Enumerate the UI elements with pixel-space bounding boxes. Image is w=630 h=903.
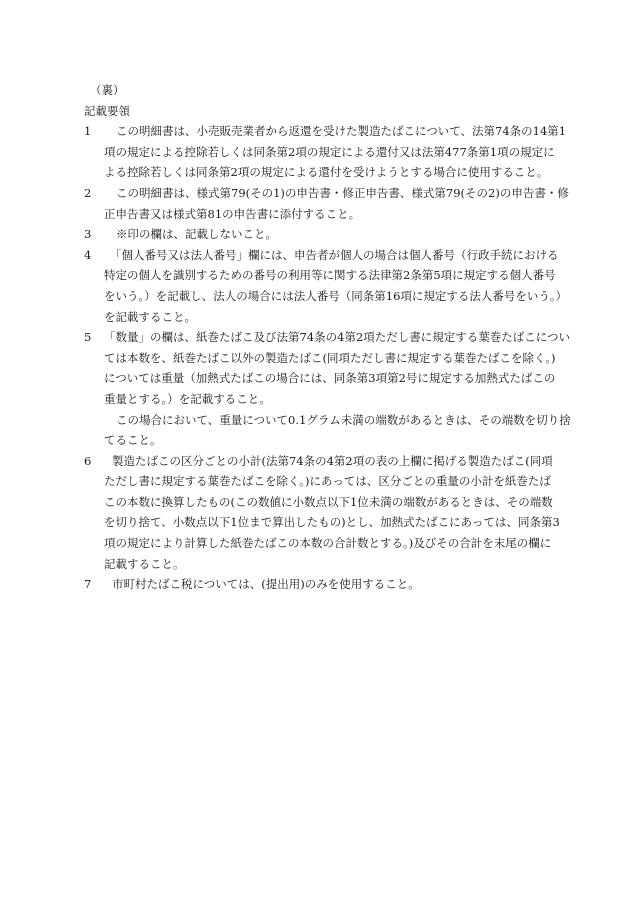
instruction-item [84,183,569,224]
item-text-line: この明細書は、小売販売業者から返還を受けた製造たばこについて、法第74条の14第1 [116,124,567,139]
instruction-item [84,327,571,451]
instruction-item [84,451,560,575]
item-text-line: を記載すること。 [104,309,196,324]
item-text-line: 重量とする。）を記載すること。 [104,391,271,406]
item-text-line: を切り捨て、小数点以下1位まで算出したもの)とし、加熱式たばこにあっては、同条第3 [104,515,560,530]
item-text-line: 製造たばこの区分ごとの小計(法第74条の4第2項の表の上欄に掲げる製造たばこ(同項 [112,453,553,468]
item-text-line: をいう。）を記載し、法人の場合には法人番号（同条第16項に規定する法人番号をいう。） [104,288,568,303]
item-text-line: 記載すること。 [104,556,185,571]
item-number: 4 [84,247,92,262]
item-number: 6 [84,453,92,468]
item-text-line: ただし書に規定する葉巻たばこを除く。)にあっては、区分ごとの重量の小計を紙巻たば [104,474,551,489]
item-text-line: ※印の欄は、記載しないこと。 [116,227,277,242]
item-number: 2 [84,185,92,200]
instructions-section [84,80,571,595]
item-text-line: ては本数を、紙巻たばこ以外の製造たばこ(同項ただし書に規定する葉巻たばこを除く。) [104,350,556,365]
item-text-line: 「数量」の欄は、紙巻たばこ及び法第74条の4第2項ただし書に規定する葉巻たばこについ [104,330,571,345]
item-subtext-line: てること。 [104,433,162,448]
item-text-line: 項の規定により計算した紙巻たばこの本数の合計数とする。)及びその合計を末尾の欄に [104,536,552,551]
item-text-line: 「個人番号又は法人番号」欄には、申告者が個人の場合は個人番号（行政手続における [110,247,559,262]
item-text-line: よる控除若しくは同条第2項の規定による還付を受けようとする場合に使用すること。 [104,165,549,180]
item-number: 3 [84,227,92,242]
item-text-line: 項の規定による控除若しくは同条第2項の規定による還付又は法第477条第1項の規定に [104,144,555,159]
instruction-item [84,574,552,595]
item-text-line: については重量（加熱式たばこの場合には、同条第3項第2号に規定する加熱式たばこの [104,371,556,386]
item-subtext-line: この場合において、重量について0.1グラム未満の端数があるときは、その端数を切り捨 [116,412,571,427]
section-heading: 記載要領 [84,103,130,118]
item-text-line: 市町村たばこ税については、(提出用)のみを使用すること。 [112,577,420,592]
item-number: 7 [84,577,92,592]
instruction-item [84,121,567,183]
instruction-item [84,224,552,245]
item-text-line: 正申告書又は様式第81の申告書に添付すること。 [104,206,361,221]
item-text-line: この明細書は、様式第79(その1)の申告書・修正申告書、様式第79(その2)の申告書・修 [116,185,569,200]
item-number: 1 [84,124,92,139]
item-text-line: 特定の個人を識別するための番号の利用等に関する法律第2条第5項に規定する個人番号 [104,268,556,283]
side-label: （裏） [90,83,125,97]
item-text-line: この本数に換算したもの(この数値に小数点以下1位未満の端数があるときは、その端数 [104,494,553,509]
instruction-item [84,245,568,327]
item-number: 5 [84,330,92,345]
